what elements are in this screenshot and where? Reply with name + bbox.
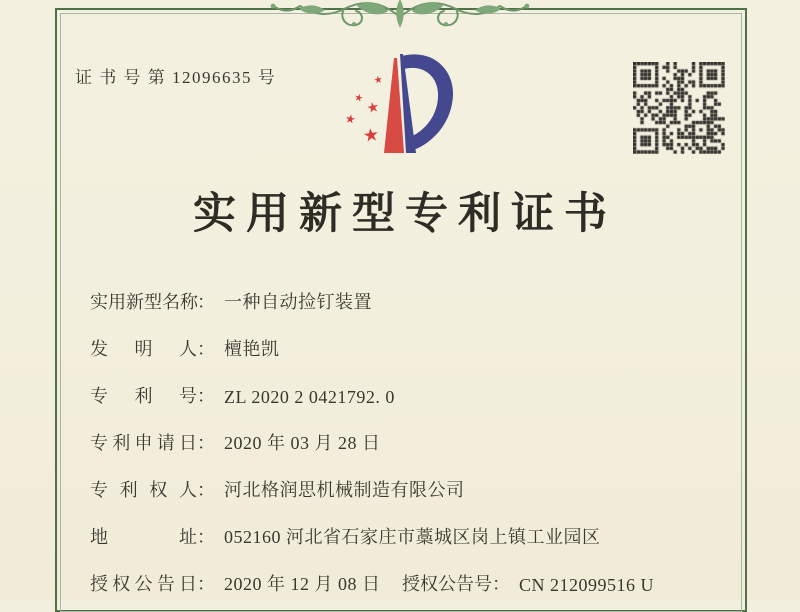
field-label: 地址 xyxy=(90,527,197,547)
field-colon: ： xyxy=(197,386,215,406)
field-inventor xyxy=(90,335,280,357)
qr-code xyxy=(633,62,725,154)
field-value: 河北格润思机械制造有限公司 xyxy=(224,480,465,500)
field-colon: ： xyxy=(197,292,215,312)
star-icon: ★ xyxy=(352,92,365,105)
field-patent-number xyxy=(90,382,395,407)
floral-ornament-icon xyxy=(265,0,535,34)
field-value: 2020 年 12 月 08 日 xyxy=(224,574,381,594)
field-label: 专利申请日 xyxy=(90,433,197,453)
field-value: ZL 2020 2 0421792. 0 xyxy=(224,387,395,407)
cnipa-logo xyxy=(338,50,468,165)
star-icon: ★ xyxy=(343,111,357,127)
field-label: 授权公告号 xyxy=(402,574,492,594)
star-icon: ★ xyxy=(365,99,381,118)
field-grant-date xyxy=(90,570,655,595)
field-colon: ： xyxy=(492,574,510,594)
star-icon: ★ xyxy=(361,123,381,147)
certificate-number: 证 书 号 第 12096635 号 xyxy=(75,68,277,87)
field-colon: ： xyxy=(197,527,215,547)
field-label: 授权公告日 xyxy=(90,574,197,594)
field-label: 专利权人 xyxy=(90,480,197,500)
field-value: 052160 河北省石家庄市藁城区岗上镇工业园区 xyxy=(224,527,601,547)
field-colon: ： xyxy=(197,574,215,594)
field-label: 实用新型名称 xyxy=(90,292,198,312)
field-value: 一种自动捡钉装置 xyxy=(224,292,372,312)
field-patentee xyxy=(90,476,465,498)
field-label: 发明人 xyxy=(90,339,197,359)
field-utility-model-name xyxy=(90,288,372,310)
field-grant-number xyxy=(402,570,654,596)
star-icon: ★ xyxy=(373,74,384,87)
field-address xyxy=(90,523,601,545)
cnipa-logo-mark xyxy=(338,50,468,165)
field-colon: ： xyxy=(197,433,215,453)
field-label: 专利号 xyxy=(90,386,197,406)
field-colon: ： xyxy=(197,339,215,359)
field-value: 檀艳凯 xyxy=(224,339,280,359)
field-value: 2020 年 03 月 28 日 xyxy=(224,433,381,453)
field-value: CN 212099516 U xyxy=(519,575,655,595)
field-colon: ： xyxy=(197,480,215,500)
field-application-date xyxy=(90,429,381,451)
certificate-title: 实用新型专利证书 xyxy=(193,191,617,238)
